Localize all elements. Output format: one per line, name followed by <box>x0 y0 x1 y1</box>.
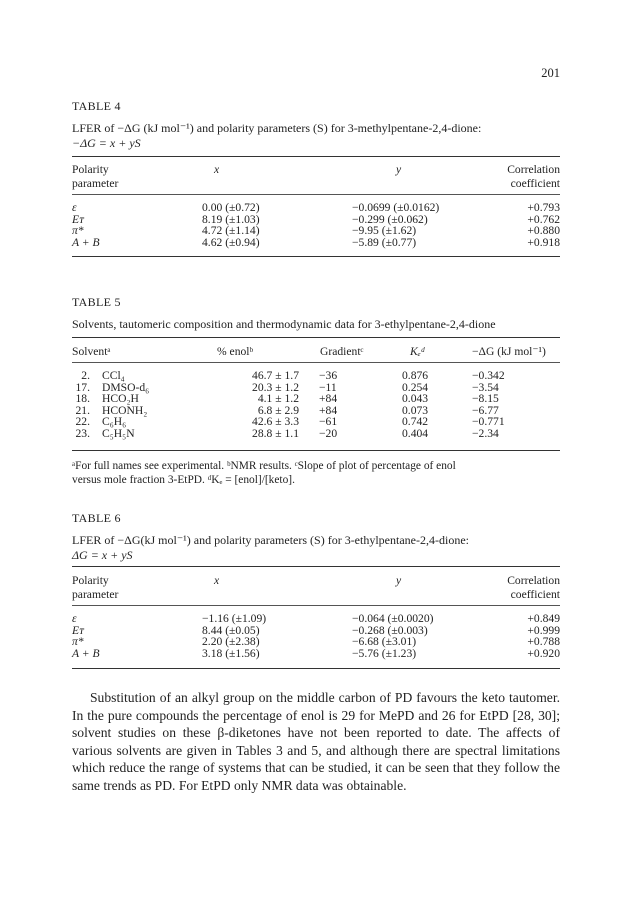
table6-col-param: Polarity parameter <box>72 574 119 601</box>
page-number: 201 <box>541 66 560 80</box>
table4-bottom-rule <box>72 256 560 257</box>
table5-header-row <box>72 345 560 359</box>
table5-col-ke: Kₑᵈ <box>410 345 425 358</box>
table6-header-row <box>72 574 560 601</box>
table4-body <box>72 202 560 248</box>
table6-col-x: x <box>214 574 220 587</box>
table4-col-corr: Correlation coefficient <box>507 163 560 190</box>
table6-header-rule <box>72 605 560 606</box>
table4-col-x: x <box>214 163 220 176</box>
table4-caption: LFER of −ΔG (kJ mol⁻¹) and polarity parameters (S) for 3-methylpentane-2,4-dione: −ΔG = x + yS <box>72 121 482 150</box>
table-row: 21. HCONH₂ 6.8 ± 2.9 +84 0.073 −6.77 <box>75 403 499 417</box>
table6-col-corr: Correlation coefficient <box>507 574 560 601</box>
table6-label: TABLE 6 <box>72 511 121 525</box>
table-row: 22. C₆H₆ 42.6 ± 3.3 −61 0.742 −0.771 <box>75 415 505 428</box>
table6-caption: LFER of −ΔG(kJ mol⁻¹) and polarity parameters (S) for 3-ethylpentane-2,4-dione: ΔG = x + yS <box>72 533 469 562</box>
table5-col-gradient: Gradientᶜ <box>320 345 364 358</box>
table4-label: TABLE 4 <box>72 99 121 113</box>
body-paragraph: Substitution of an alkyl group on the middle carbon of PD favours the keto tautomer. In the pure compounds the percentage of enol is 29 for MePD and 26 for EtPD [28, 30]; solvent studies on these β-diketones have not been reported to date. The affects of various solvents are given in Tables 3 and 5, and although there are spectral limitations which reduce the range of systems that can be studied, it can be seen that they follow the same trends as PD. For EtPD only NMR data was obtainable. <box>72 690 560 793</box>
table6-col-y: y <box>396 574 402 587</box>
table4-header-row <box>72 163 560 190</box>
table5 <box>72 345 560 359</box>
table4 <box>72 163 560 190</box>
table5-body <box>72 370 560 439</box>
table6-bottom-rule <box>72 668 560 669</box>
table-row: Eᴛ 8.19 (±1.03) −0.299 (±0.062) +0.762 <box>72 212 560 226</box>
table5-col-solvent: Solventᵃ <box>72 345 111 358</box>
table-row: π* 4.72 (±1.14) −9.95 (±1.62) +0.880 <box>72 224 560 237</box>
table6-top-rule <box>72 566 560 567</box>
table5-col-enol: % enolᵇ <box>217 345 254 358</box>
table5-footnote: ᵃFor full names see experimental. ᵇNMR results. ᶜSlope of plot of percentage of enol versus mole fraction 3-EtPD. ᵈKₑ = [enol]/[keto]. <box>72 460 456 486</box>
table5-header-rule <box>72 362 560 363</box>
table-row: π* 2.20 (±2.38) −6.68 (±3.01) +0.788 <box>72 635 560 648</box>
table4-top-rule <box>72 156 560 157</box>
table5-label: TABLE 5 <box>72 295 121 309</box>
table-row: 17. DMSO-d₆ 20.3 ± 1.2 −11 0.254 −3.54 <box>75 380 499 394</box>
table-row: A + B 4.62 (±0.94) −5.89 (±0.77) +0.918 <box>72 235 560 249</box>
table-row: Eᴛ 8.44 (±0.05) −0.268 (±0.003) +0.999 <box>72 623 560 637</box>
table-row: ε 0.00 (±0.72) −0.0699 (±0.0162) +0.793 <box>72 201 560 214</box>
table-row: 18. HCO₂H 4.1 ± 1.2 +84 0.043 −8.15 <box>75 392 499 405</box>
table4-col-param: Polarity parameter <box>72 163 119 190</box>
table6-body <box>72 613 560 659</box>
table4-header-rule <box>72 194 560 195</box>
table5-bottom-rule <box>72 450 560 451</box>
table5-caption: Solvents, tautomeric composition and thermodynamic data for 3-ethylpentane-2,4-dione <box>72 317 496 331</box>
table-row: 2. CCl₄ 46.7 ± 1.7 −36 0.876 −0.342 <box>81 369 505 382</box>
table-row: A + B 3.18 (±1.56) −5.76 (±1.23) +0.920 <box>72 646 560 660</box>
table-row: 23. C₅H₅N 28.8 ± 1.1 −20 0.404 −2.34 <box>75 426 499 440</box>
table4-col-y: y <box>396 163 402 176</box>
table5-top-rule <box>72 337 560 338</box>
table-row: ε −1.16 (±1.09) −0.064 (±0.0020) +0.849 <box>72 612 560 625</box>
table6 <box>72 574 560 601</box>
table5-col-dg: −ΔG (kJ mol⁻¹) <box>472 345 546 358</box>
